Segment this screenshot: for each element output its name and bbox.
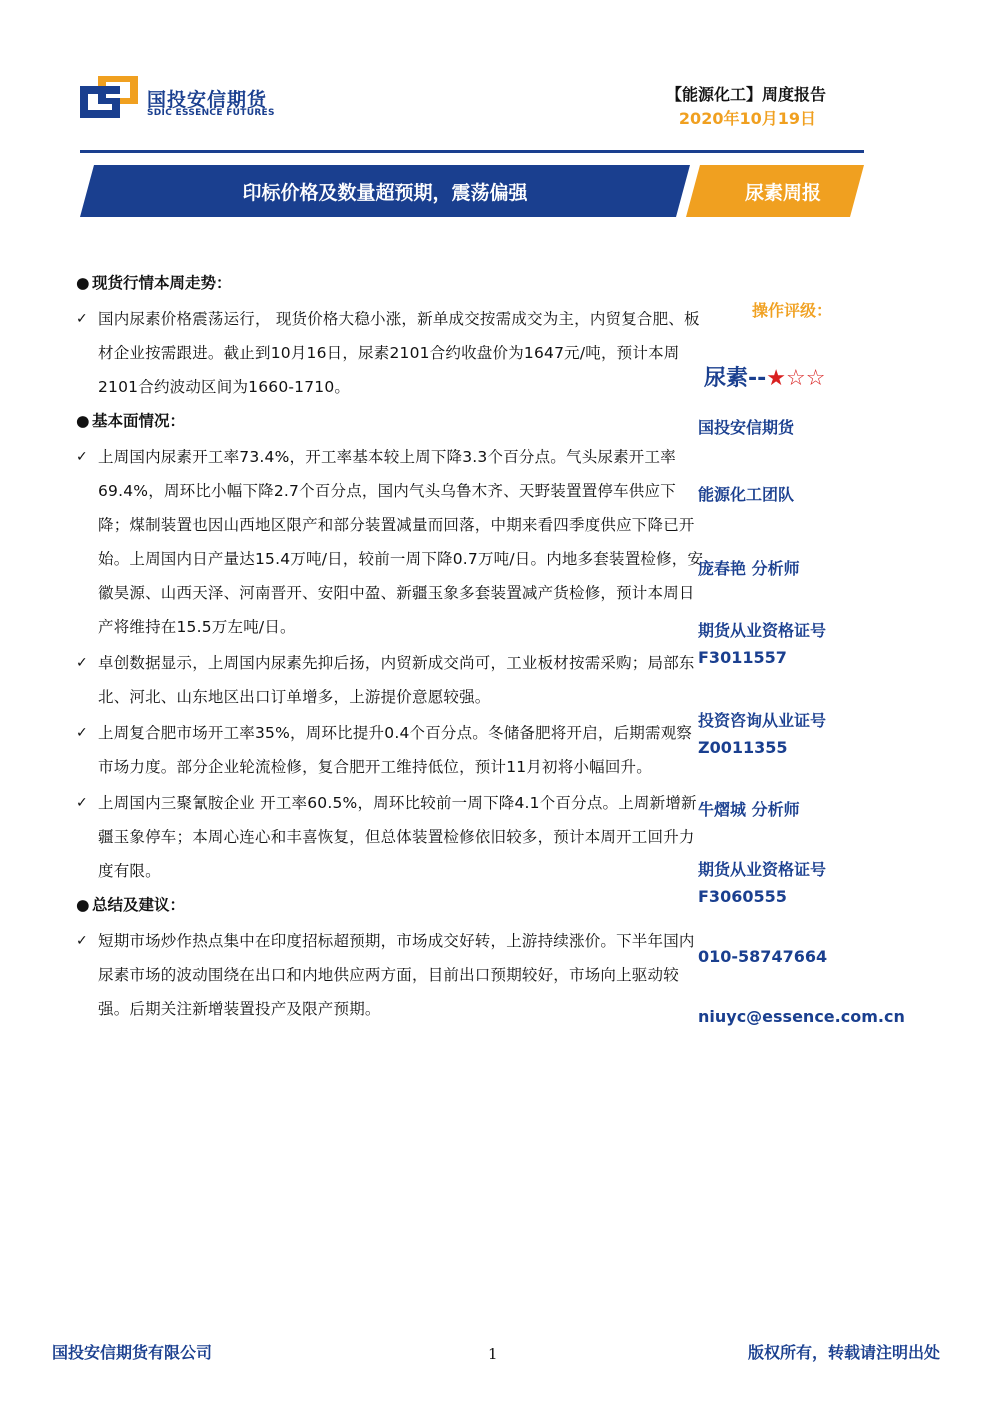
- cert-value: F3060555: [698, 887, 787, 906]
- company-logo-icon: [80, 76, 138, 118]
- list-item: ✓ 上周国内三聚氰胺企业 开工率60.5%，周环比较前一周下降4.1个百分点。上周新增新疆玉象停车；本周心连心和丰喜恢复，但总体装置检修依旧较多，预计本周开工回升力度有限。: [76, 786, 706, 888]
- cert-value: F3011557: [698, 648, 787, 667]
- rating-label: 操作评级：: [752, 301, 833, 320]
- cert-value: Z0011355: [698, 738, 788, 757]
- report-body: [76, 268, 706, 1028]
- company-name: 国投安信期货: [698, 418, 795, 437]
- footer-company: 国投安信期货有限公司: [52, 1343, 213, 1362]
- check-icon: ✓: [76, 311, 88, 327]
- section-heading-fundamentals: ● 基本面情况：: [76, 412, 186, 430]
- cert-label: 期货从业资格证号: [698, 860, 827, 879]
- list-item: ✓ 卓创数据显示，上周国内尿素先抑后扬，内贸新成交尚可，工业板材按需采购；局部东北、河北、山东地区出口订单增多，上游提价意愿较强。: [76, 646, 706, 714]
- rating-product: 尿素--: [704, 366, 767, 391]
- report-date: 2020年10月19日: [678, 109, 816, 128]
- report-type: 【能源化工】周度报告: [665, 85, 826, 104]
- star-rating-icon: ★☆☆: [766, 366, 826, 391]
- analyst-name: 庞春艳 分析师: [698, 559, 800, 578]
- list-item: ✓ 上周国内尿素开工率73.4%，开工率基本较上周下降3.3个百分点。气头尿素开工率69.4%，周环比小幅下降2.7个百分点，国内气头乌鲁木齐、天野装置置停车供应下降；煤制装置也因山西地区限产和部分装置减量而回落，中期来看四季度供应下降已开始。上周国内日产量达15.4万吨/日，较前一周下降0.7万吨/日。内地多套装置检修，安徽昊源、山西天泽、河南晋开、安阳中盈、新疆玉象多套装置减产货检修，预计本周日产将维持在15.5万左吨/日。: [76, 440, 706, 644]
- rating: [704, 361, 825, 392]
- check-icon: ✓: [76, 933, 88, 949]
- logo-chinese-name: 国投安信期货: [147, 89, 268, 111]
- page-number: 1: [488, 1345, 498, 1363]
- list-item: ✓ 国内尿素价格震荡运行， 现货价格大稳小涨，新单成交按需成交为主，内贸复合肥、板材企业按需跟进。截止到10月16日，尿素2101合约收盘价为1647元/吨，预计本周2101合约波动区间为1660-1710。: [76, 302, 706, 404]
- contact-email[interactable]: niuyc@essence.com.cn: [698, 1007, 905, 1026]
- check-icon: ✓: [76, 795, 88, 811]
- team-name: 能源化工团队: [698, 485, 795, 504]
- footer-copyright: 版权所有，转载请注明出处: [747, 1343, 940, 1362]
- check-icon: ✓: [76, 449, 88, 465]
- check-icon: ✓: [76, 655, 88, 671]
- report-category-tag: 尿素周报: [744, 182, 821, 204]
- section-heading-spot: ● 现货行情本周走势：: [76, 274, 232, 292]
- report-headline: 印标价格及数量超预期，震荡偏强: [242, 182, 528, 204]
- check-icon: ✓: [76, 725, 88, 741]
- list-item: ✓ 上周复合肥市场开工率35%，周环比提升0.4个百分点。冬储备肥将开启，后期需观察市场力度。部分企业轮流检修，复合肥开工维持低位，预计11月初将小幅回升。: [76, 716, 706, 784]
- header-divider: [80, 150, 864, 153]
- contact-phone: 010-58747664: [698, 947, 828, 966]
- cert-label: 投资咨询从业证号: [698, 711, 827, 730]
- cert-label: 期货从业资格证号: [698, 621, 827, 640]
- analyst-name: 牛熠城 分析师: [698, 800, 800, 819]
- section-heading-summary: ● 总结及建议：: [76, 896, 186, 914]
- logo-english-name: SDIC ESSENCE FUTURES: [147, 108, 275, 118]
- list-item: ✓ 短期市场炒作热点集中在印度招标超预期，市场成交好转，上游持续涨价。下半年国内尿素市场的波动围绕在出口和内地供应两方面，目前出口预期较好，市场向上驱动较强。后期关注新增装置投产及限产预期。: [76, 924, 706, 1026]
